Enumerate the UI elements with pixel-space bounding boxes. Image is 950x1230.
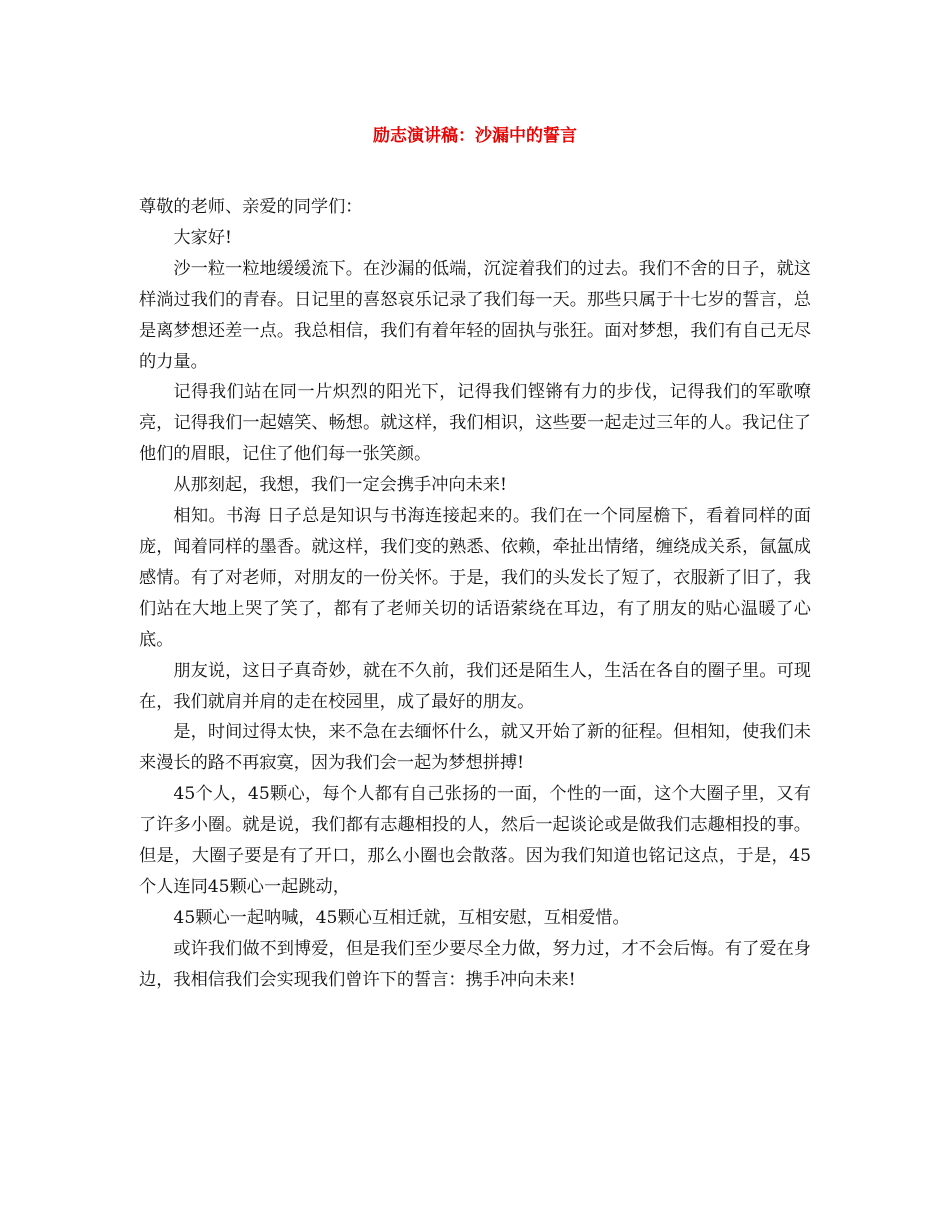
- document-body: [139, 192, 811, 996]
- paragraph-know-each-other: 相知。书海 日子总是知识与书海连接起来的。我们在一个同屋檐下，看着同样的面庞，闻着同样的墨香。就这样，我们变的熟悉、依赖，牵扯出情绪，缠绕成关系，氤氲成感情。有了对老师，对朋友的一份关怀。于是，我们的头发长了短了，衣服新了旧了，我们站在大地上哭了笑了，都有了老师关切的话语萦绕在耳边，有了朋友的贴心温暖了心底。: [139, 506, 811, 650]
- paragraph-from-then: 从那刻起，我想，我们一定会携手冲向未来!: [173, 475, 507, 496]
- paragraph-greeting: 大家好!: [173, 227, 232, 248]
- paragraph-friends-say: 朋友说，这日子真奇妙，就在不久前，我们还是陌生人，生活在各自的圈子里。可现在，我们就肩并肩的走在校园里，成了最好的朋友。: [139, 660, 811, 712]
- paragraph-remember: 记得我们站在同一片炽烈的阳光下，记得我们铿锵有力的步伐，记得我们的军歌嘹亮，记得我们一起嬉笑、畅想。就这样，我们相识，这些要一起走过三年的人。我记住了他们的眉眼，记住了他们每一张笑颜。: [139, 382, 811, 465]
- salutation: 尊敬的老师、亲爱的同学们：: [139, 197, 363, 217]
- document-title: 励志演讲稿：沙漏中的誓言: [373, 126, 577, 146]
- paragraph-forty-five-hearts: 45颗心一起呐喊，45颗心互相迁就，互相安慰，互相爱惜。: [173, 907, 630, 928]
- paragraph-time-flies: 是，时间过得太快，来不急在去缅怀什么，就又开始了新的征程。但相知，使我们未来漫长的路不再寂寞，因为我们会一起为梦想拼搏!: [139, 722, 811, 774]
- paragraph-sand: 沙一粒一粒地缓缓流下。在沙漏的低端，沉淀着我们的过去。我们不舍的日子，就这样淌过我们的青春。日记里的喜怒哀乐记录了我们每一天。那些只属于十七岁的誓言，总是离梦想还差一点。我总相信，我们有着年轻的固执与张狂。面对梦想，我们有自己无尽的力量。: [139, 258, 811, 372]
- paragraph-conclusion: 或许我们做不到博爱，但是我们至少要尽全力做，努力过，才不会后悔。有了爱在身边，我相信我们会实现我们曾许下的誓言：携手冲向未来!: [139, 938, 811, 990]
- paragraph-forty-five-people: 45个人，45颗心，每个人都有自己张扬的一面，个性的一面，这个大圈子里，又有了许多小圈。就是说，我们都有志趣相投的人，然后一起谈论或是做我们志趣相投的事。但是，大圈子要是有了开口，那么小圈也会散落。因为我们知道也铭记这点，于是，45个人连同45颗心一起跳动，: [139, 784, 811, 897]
